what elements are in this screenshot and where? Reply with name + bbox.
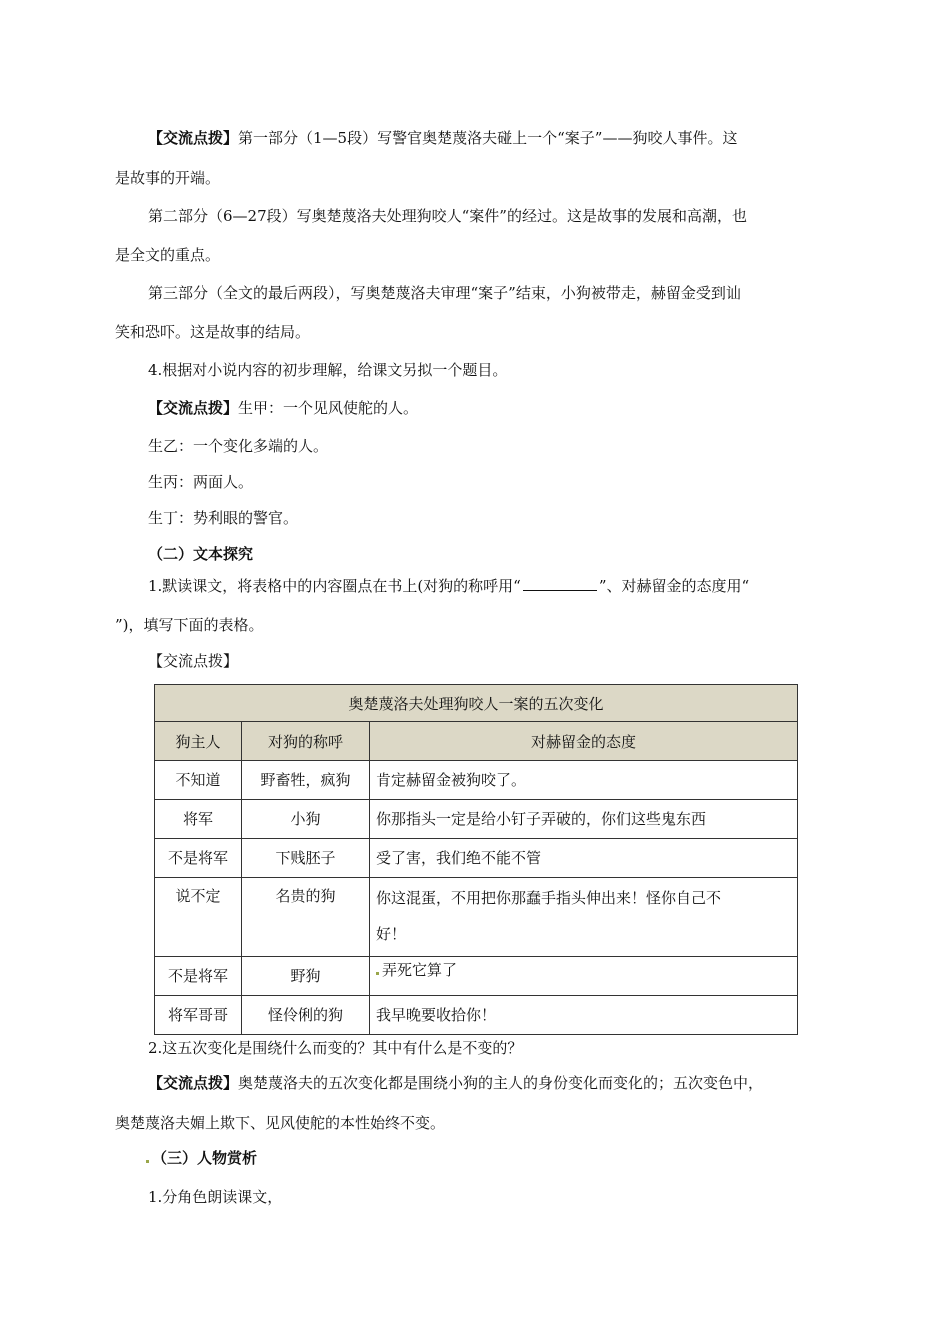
table-title: 奥楚蔑洛夫处理狗咬人一案的五次变化 — [155, 685, 798, 722]
table-row: 说不定 名贵的狗 你这混蛋，不用把你那蠢手指头伸出来！怪你自己不 好！ — [155, 878, 798, 957]
paragraph-part-one: 【交流点拨】第一部分（1—5段）写警官奥楚蔑洛夫碰上一个“案子”——狗咬人事件。这 — [148, 129, 738, 147]
table-title-row — [155, 685, 798, 722]
question-4: 4.根据对小说内容的初步理解，给课文另拟一个题目。 — [148, 361, 508, 379]
highlight-tag: 【交流点拨】 — [148, 129, 239, 147]
answer-paragraph: 【交流点拨】奥楚蔑洛夫的五次变化都是围绕小狗的主人的身份变化而变化的；五次变色中， — [148, 1074, 764, 1092]
changes-table — [154, 684, 798, 1035]
paragraph-part-three-cont: 笑和恐吓。这是故事的结局。 — [115, 323, 311, 341]
table-header-row — [155, 722, 798, 761]
paragraph-part-one-cont: 是故事的开端。 — [115, 169, 221, 187]
question-1: 1.默读课文，将表格中的内容圈点在书上(对狗的称呼用“ ”、对赫留金的态度用“ — [148, 577, 750, 595]
header-dog-name: 对狗的称呼 — [242, 722, 370, 761]
fill-blank — [523, 576, 597, 591]
paragraph-part-three: 第三部分（全文的最后两段），写奥楚蔑洛夫审理“案子”结束，小狗被带走，赫留金受到讪 — [148, 284, 741, 302]
answer-c: 生丙：两面人。 — [148, 473, 254, 491]
table-row: 不是将军 下贱胚子 受了害，我们绝不能不管 — [155, 839, 798, 878]
paragraph-part-two-cont: 是全文的重点。 — [115, 246, 221, 264]
answer-paragraph-cont: 奥楚蔑洛夫媚上欺下、见风使舵的本性始终不变。 — [115, 1114, 446, 1132]
question-1-cont: ”)，填写下面的表格。 — [115, 616, 264, 634]
highlight-tag: 【交流点拨】 — [148, 1074, 239, 1092]
mark-dot — [146, 1160, 149, 1163]
highlight-tag: 【交流点拨】 — [148, 399, 239, 417]
question-2: 2.这五次变化是围绕什么而变的？其中有什么是不变的？ — [148, 1039, 523, 1057]
section-heading-3: （三）人物赏析 — [146, 1148, 257, 1168]
table-row: 将军哥哥 怪伶俐的狗 我早晚要收拾你！ — [155, 996, 798, 1035]
section-heading-2: （二）文本探究 — [148, 545, 254, 563]
answer-d: 生丁：势利眼的警官。 — [148, 509, 299, 527]
table-row: 不是将军 野狗 弄死它算了 — [155, 957, 798, 996]
answer-b: 生乙：一个变化多端的人。 — [148, 437, 329, 455]
header-attitude: 对赫留金的态度 — [370, 722, 798, 761]
table-row: 不知道 野畜牲，疯狗 肯定赫留金被狗咬了。 — [155, 761, 798, 800]
paragraph-part-two: 第二部分（6—27段）写奥楚蔑洛夫处理狗咬人“案件”的经过。这是故事的发展和高潮，也 — [148, 207, 747, 225]
question-roleplay: 1.分角色朗读课文， — [148, 1188, 283, 1206]
mark-dot — [376, 972, 379, 975]
table-row: 将军 小狗 你那指头一定是给小钉子弄破的，你们这些鬼东西 — [155, 800, 798, 839]
answer-a: 【交流点拨】生甲：一个见风使舵的人。 — [148, 399, 419, 417]
highlight-tag-plain: 【交流点拨】 — [148, 652, 239, 670]
header-owner: 狗主人 — [155, 722, 242, 761]
